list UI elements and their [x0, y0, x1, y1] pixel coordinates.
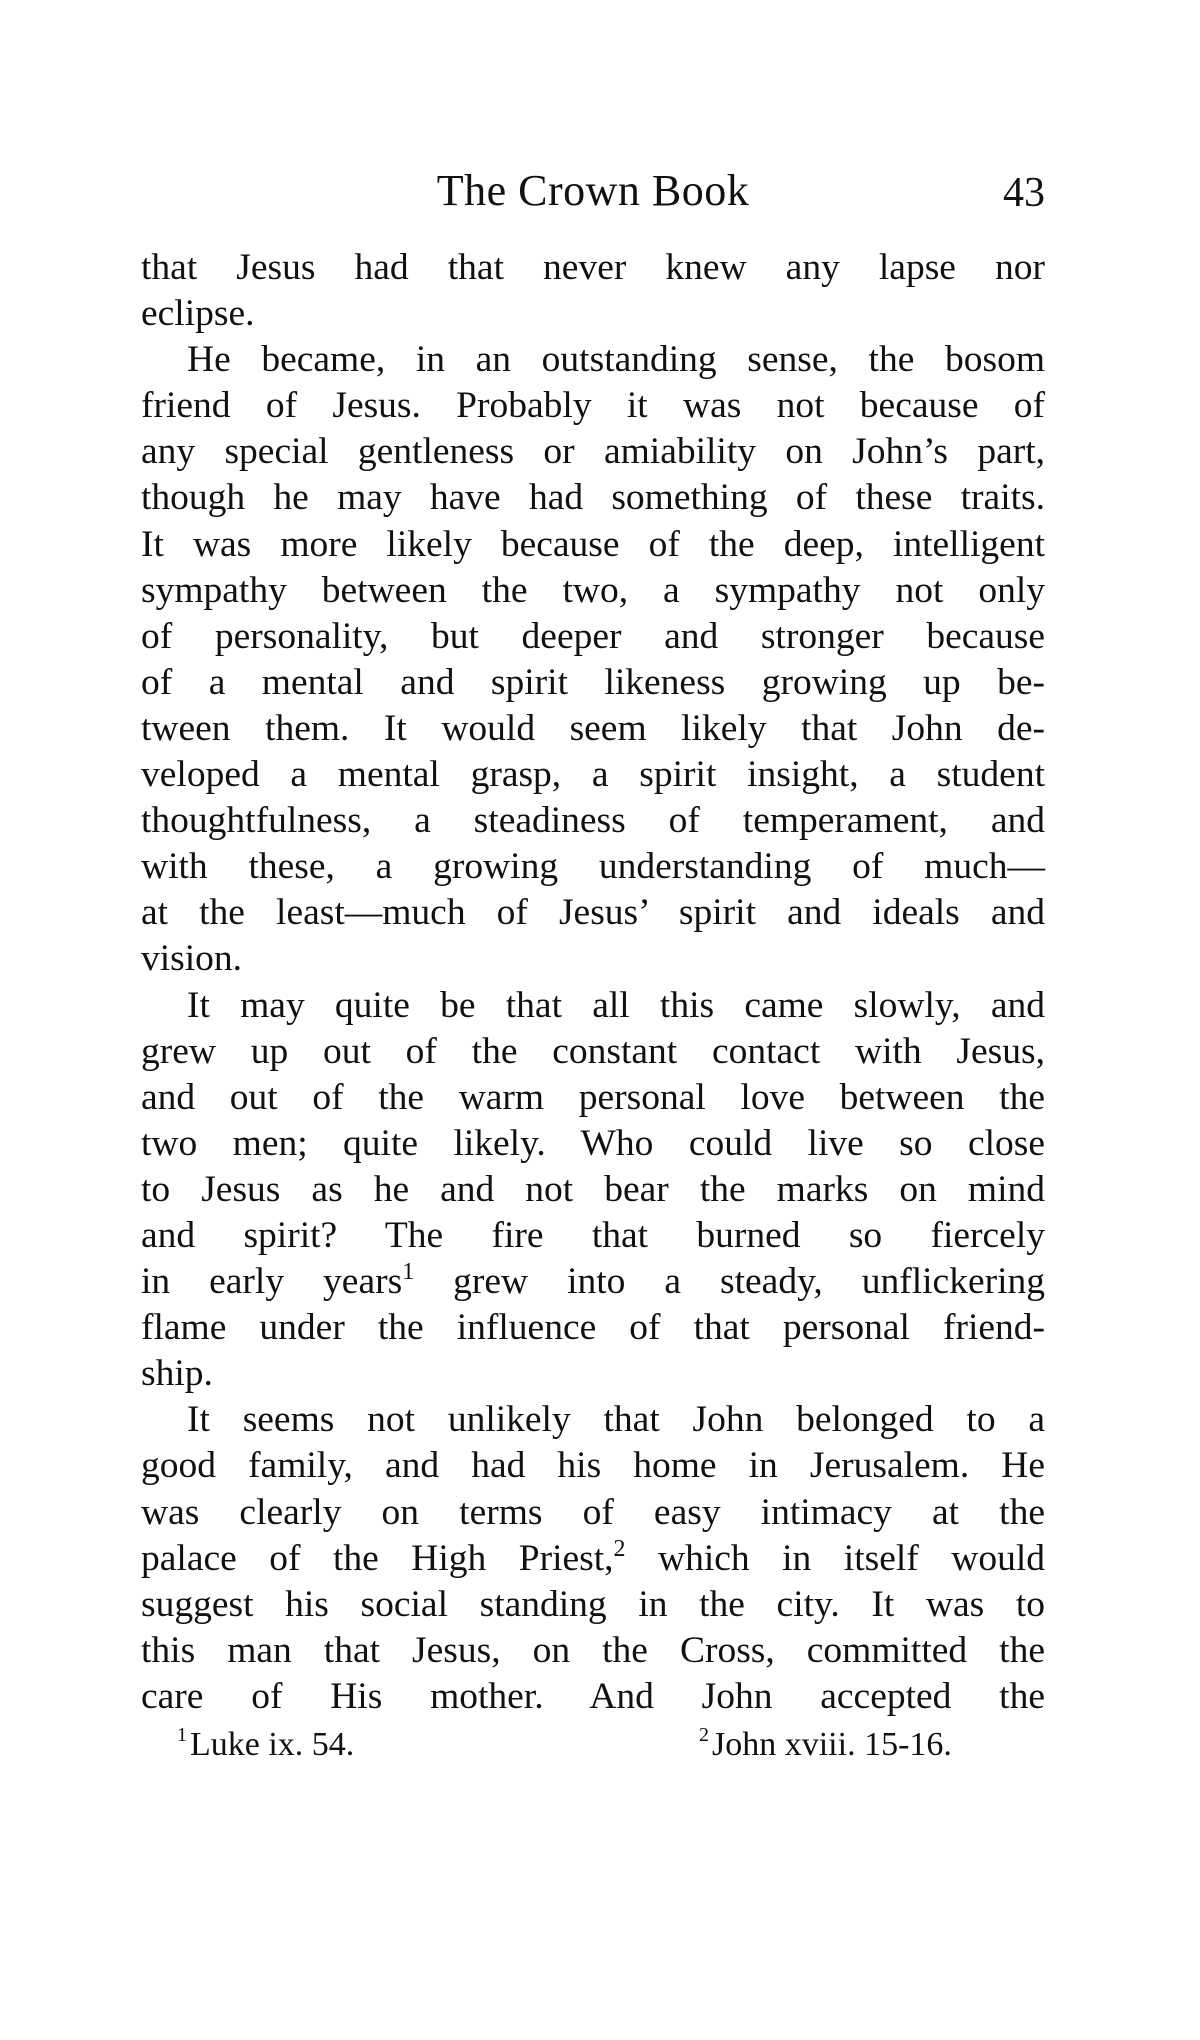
footnote: $^1$Luke ix. 54.: [177, 1724, 355, 1763]
text-line: It was more likely because of the deep, intelligent: [141, 523, 1045, 565]
text-line: that Jesus had that never knew any lapse nor: [141, 247, 1045, 288]
text-line: good family, and had his home in Jerusalem. He: [141, 1445, 1045, 1487]
text-line: veloped a mental grasp, a spirit insight, a student: [141, 754, 1045, 796]
text-line: grew up out of the constant contact with Jesus,: [141, 1030, 1045, 1072]
text-line: palace of the High Priest,$^2$ which in itself would: [141, 1535, 1046, 1579]
text-line: sympathy between the two, a sympathy not only: [141, 569, 1045, 611]
text-line: of a mental and spirit likeness growing up be-: [141, 661, 1045, 703]
footnote-reference: 2: [613, 1535, 626, 1562]
text-line: two men; quite likely. Who could live so close: [141, 1122, 1045, 1164]
footnote-reference: 1: [402, 1259, 415, 1286]
text-line: and out of the warm personal love between the: [141, 1076, 1045, 1118]
text-line: thoughtfulness, a steadiness of temperament, and: [141, 800, 1045, 842]
text-line: this man that Jesus, on the Cross, committed the: [141, 1629, 1045, 1671]
text-line: in early years$^1$ grew into a steady, unflickering: [141, 1259, 1045, 1303]
text-line: It may quite be that all this came slowly, and: [187, 984, 1045, 1026]
running-head: [141, 163, 1045, 219]
text-line: eclipse.: [141, 293, 255, 335]
text-line: care of His mother. And John accepted the: [141, 1675, 1045, 1717]
text-line: of personality, but deeper and stronger because: [141, 615, 1045, 657]
text-line: tween them. It would seem likely that John de-: [141, 707, 1045, 749]
footnote-marker: 2: [699, 1724, 709, 1746]
text-line: It seems not unlikely that John belonged to a: [187, 1399, 1045, 1441]
footnote-marker: 1: [177, 1724, 187, 1746]
text-line: with these, a growing understanding of much—: [141, 846, 1045, 888]
running-title: The Crown Book: [436, 166, 750, 215]
body-text: [141, 245, 1045, 1720]
text-line: at the least—much of Jesus’ spirit and ideals and: [141, 892, 1045, 934]
text-line: was clearly on terms of easy intimacy at the: [141, 1491, 1045, 1533]
text-line: any special gentleness or amiability on John’s part,: [141, 431, 1045, 473]
text-line: though he may have had something of these traits.: [141, 477, 1045, 519]
footnotes: [141, 1722, 1045, 1768]
text-line: and spirit? The fire that burned so fiercely: [141, 1214, 1045, 1256]
footnote: $^2$John xviii. 15-16.: [699, 1724, 952, 1763]
page-number: 43: [1003, 170, 1045, 216]
text-line: ship.: [141, 1353, 213, 1395]
text-line: to Jesus as he and not bear the marks on mind: [141, 1168, 1045, 1210]
text-line: flame under the influence of that personal friend-: [141, 1307, 1045, 1349]
text-line: suggest his social standing in the city. It was to: [141, 1583, 1045, 1625]
text-line: He became, in an outstanding sense, the bosom: [187, 339, 1045, 381]
text-line: vision.: [141, 938, 243, 980]
text-line: friend of Jesus. Probably it was not because of: [141, 385, 1045, 427]
